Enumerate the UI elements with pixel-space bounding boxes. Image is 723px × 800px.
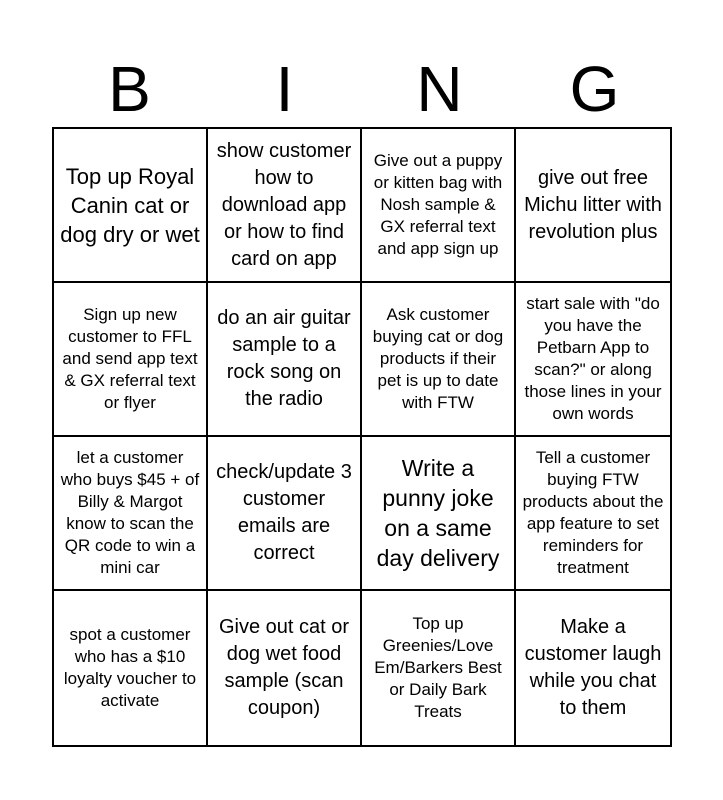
bingo-cell[interactable] xyxy=(362,129,516,283)
bingo-cell[interactable] xyxy=(208,129,362,283)
cell-text: Tell a customer buying FTW products about the app feature to set reminders for treatment xyxy=(522,448,664,577)
bingo-cell[interactable] xyxy=(516,437,670,591)
cell-text: Write a punny joke on a same day delivery xyxy=(376,455,500,571)
bingo-header xyxy=(52,52,672,127)
bingo-cell[interactable] xyxy=(208,591,362,745)
cell-text: show customer how to download app or how to find card on app xyxy=(216,139,352,270)
cell-text: Give out cat or dog wet food sample (scan coupon) xyxy=(218,616,350,719)
bingo-cell[interactable] xyxy=(54,283,208,437)
header-letter-b: B xyxy=(108,53,151,125)
bingo-cell[interactable] xyxy=(362,437,516,591)
cell-text: spot a customer who has a $10 loyalty voucher to activate xyxy=(63,625,197,710)
cell-text: do an air guitar sample to a rock song on the radio xyxy=(217,307,351,410)
bingo-cell[interactable] xyxy=(54,129,208,283)
cell-text: Give out a puppy or kitten bag with Nosh sample & GX referral text and app sign up xyxy=(373,151,503,258)
cell-text: Make a customer laugh while you chat to them xyxy=(524,616,662,719)
cell-text: Sign up new customer to FFL and send app text & GX referral text or flyer xyxy=(62,305,198,412)
bingo-cell[interactable] xyxy=(208,437,362,591)
cell-text: let a customer who buys $45 + of Billy & Margot know to scan the QR code to win a mini car xyxy=(60,448,200,577)
bingo-cell[interactable] xyxy=(516,591,670,745)
bingo-cell[interactable] xyxy=(208,283,362,437)
cell-text: Ask customer buying cat or dog products if their pet is up to date with FTW xyxy=(372,305,504,412)
bingo-cell[interactable] xyxy=(362,591,516,745)
header-letter-n: N xyxy=(416,53,463,125)
cell-text: Top up Royal Canin cat or dog dry or wet xyxy=(60,163,200,247)
header-letter-g: G xyxy=(569,53,620,125)
cell-text: give out free Michu litter with revolution plus xyxy=(524,166,662,243)
bingo-board xyxy=(52,127,672,747)
bingo-cell[interactable] xyxy=(362,283,516,437)
cell-text: start sale with "do you have the Petbarn App to scan?" or along those lines in your own words xyxy=(524,294,662,423)
header-letter-i: I xyxy=(275,53,294,125)
cell-text: Top up Greenies/Love Em/Barkers Best or Daily Bark Treats xyxy=(374,614,502,721)
bingo-cell[interactable] xyxy=(516,129,670,283)
bingo-cell[interactable] xyxy=(54,437,208,591)
bingo-cell[interactable] xyxy=(516,283,670,437)
cell-text: check/update 3 customer emails are correct xyxy=(216,461,352,564)
bingo-cell[interactable] xyxy=(54,591,208,745)
